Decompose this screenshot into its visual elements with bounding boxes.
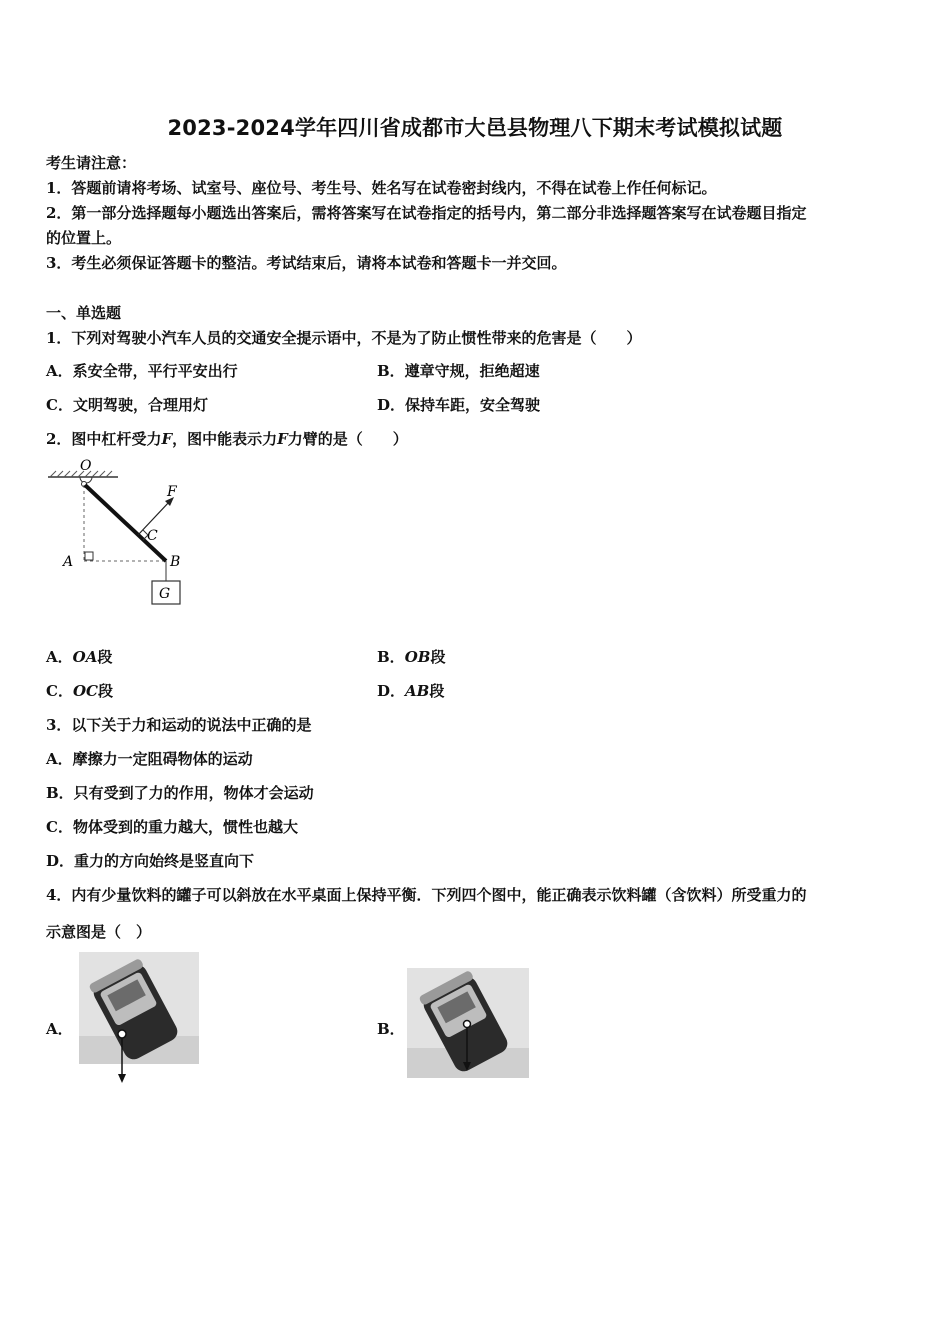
option-letter: B．: [377, 648, 405, 666]
option-suffix: 段: [429, 682, 445, 700]
question-4-option-b[interactable]: B．: [377, 1020, 405, 1038]
question-2-stem-mid: ，图中能表示力: [172, 430, 278, 448]
label-a: A: [63, 554, 74, 570]
question-2-option-b[interactable]: [377, 646, 445, 667]
notice-item: 2．第一部分选择题每小题选出答案后，需将答案写在试卷指定的括号内，第二部分非选择题答案写在试卷题目指定: [46, 204, 807, 222]
question-1-option-b[interactable]: B．遵章守规，拒绝超速: [377, 362, 540, 380]
label-g: G: [159, 586, 171, 602]
question-1-option-d[interactable]: D．保持车距，安全驾驶: [377, 396, 541, 414]
question-3-option-b[interactable]: B．只有受到了力的作用，物体才会运动: [46, 784, 314, 802]
option-suffix: 段: [97, 682, 113, 700]
question-4-option-a[interactable]: A．: [46, 1020, 73, 1038]
option-suffix: 段: [97, 648, 113, 666]
question-2-stem: [46, 428, 408, 449]
section-title: 一、单选题: [46, 304, 122, 322]
notice-item: 3．考生必须保证答题卡的整洁。考试结束后，请将本试卷和答题卡一并交回。: [46, 254, 567, 272]
label-f: F: [167, 484, 177, 500]
question-3-option-d[interactable]: D．重力的方向始终是竖直向下: [46, 852, 255, 870]
question-1-stem: 1．下列对驾驶小汽车人员的交通安全提示语中，不是为了防止惯性带来的危害是（ ）: [46, 329, 642, 347]
question-3-option-c[interactable]: C．物体受到的重力越大，惯性也越大: [46, 818, 298, 836]
force-variable: F: [277, 430, 288, 448]
question-2-stem-prefix: 2．图中杠杆受力: [46, 430, 162, 448]
label-b: B: [170, 554, 181, 570]
option-letter: A．: [46, 648, 73, 666]
option-letter: C．: [46, 682, 73, 700]
notice-heading: 考生请注意：: [46, 154, 137, 172]
option-variable: OA: [72, 648, 98, 666]
option-suffix: 段: [430, 648, 446, 666]
page-title: 2023-2024学年四川省成都市大邑县物理八下期末考试模拟试题: [167, 116, 783, 140]
question-3-stem: 3．以下关于力和运动的说法中正确的是: [46, 716, 312, 734]
question-4-stem-line2: 示意图是（ ）: [46, 923, 152, 941]
question-1-option-c[interactable]: C．文明驾驶，合理用灯: [46, 396, 208, 414]
question-3-option-a[interactable]: A．摩擦力一定阻碍物体的运动: [46, 750, 253, 768]
label-o: O: [80, 458, 92, 474]
option-letter: D．: [377, 682, 406, 700]
can-image-a[interactable]: [79, 952, 199, 1084]
option-variable: OB: [404, 648, 431, 666]
notice-item: 1．答题前请将考场、试室号、座位号、考生号、姓名写在试卷密封线内，不得在试卷上作任何标记。: [46, 179, 717, 197]
question-2-option-a[interactable]: [46, 646, 112, 667]
can-image-b[interactable]: [407, 968, 529, 1078]
question-2-option-d[interactable]: [377, 680, 444, 701]
question-2-stem-suffix: 力臂的是（ ）: [287, 430, 408, 448]
lever-diagram: [44, 455, 204, 615]
option-variable: AB: [405, 682, 430, 700]
question-1-option-a[interactable]: A．系安全带，平行平安出行: [46, 362, 238, 380]
question-4-stem-line1: 4．内有少量饮料的罐子可以斜放在水平桌面上保持平衡．下列四个图中，能正确表示饮料罐（含饮料）所受重力的: [46, 886, 807, 904]
force-variable: F: [161, 430, 173, 448]
notice-item: 的位置上。: [46, 229, 122, 247]
question-2-option-c[interactable]: [46, 680, 113, 701]
label-c: C: [147, 528, 158, 544]
option-variable: OC: [72, 682, 98, 700]
